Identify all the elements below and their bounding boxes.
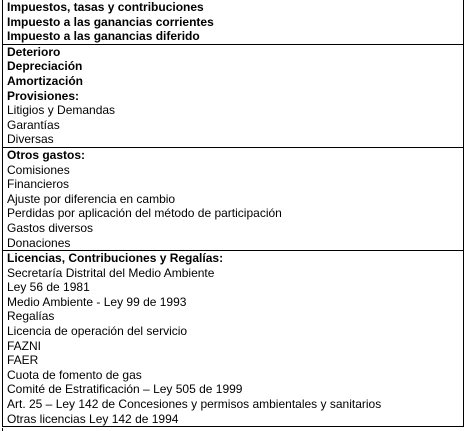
line-provisions-header: Provisiones: xyxy=(7,88,80,103)
line-gas-fee: Cuota de fomento de gas xyxy=(7,367,142,382)
line-sundry-expenses: Gastos diversos xyxy=(7,220,94,235)
line-law-56: Ley 56 de 1981 xyxy=(7,280,90,295)
section-taxes xyxy=(3,0,463,45)
line-faer: FAER xyxy=(7,353,39,368)
line-operation-license: Licencia de operación del servicio xyxy=(7,324,188,339)
section-licenses xyxy=(3,251,463,427)
line-other-licenses: Otras licencias Ley 142 de 1994 xyxy=(7,411,179,426)
line-amortization: Amortización xyxy=(7,73,84,88)
line-deferred-income-tax: Impuesto a las ganancias diferido xyxy=(7,29,200,44)
line-litigation: Litigios y Demandas xyxy=(7,103,116,118)
line-guarantees: Garantías xyxy=(7,117,60,132)
line-stratification-committee: Comité de Estratificación – Ley 505 de 1999 xyxy=(7,382,243,397)
line-other-expenses-header: Otros gastos: xyxy=(7,147,86,162)
line-commissions: Comisiones xyxy=(7,162,70,177)
line-taxes-header: Impuestos, tasas y contribuciones xyxy=(7,0,204,14)
line-fazni: FAZNI xyxy=(7,338,42,353)
line-royalties: Regalías xyxy=(7,309,55,324)
line-exchange-adjustment: Ajuste por diferencia en cambio xyxy=(7,191,176,206)
line-depreciation: Depreciación xyxy=(7,59,83,74)
line-financial: Financieros xyxy=(7,177,70,192)
expense-categories-table xyxy=(2,0,464,427)
line-law-99: Medio Ambiente - Ley 99 de 1993 xyxy=(7,294,187,309)
line-art-25: Art. 25 – Ley 142 de Concesiones y permisos ambientales y sanitarios xyxy=(7,397,382,412)
line-impairment: Deterioro xyxy=(7,44,61,59)
section-impairment-provisions xyxy=(3,45,463,148)
line-environment-secretariat: Secretaría Distrital del Medio Ambiente xyxy=(7,265,215,280)
line-licenses-header: Licencias, Contribuciones y Regalías: xyxy=(7,251,224,266)
section-other-expenses xyxy=(3,148,463,251)
line-miscellaneous: Diversas xyxy=(7,132,54,147)
line-equity-method-losses: Perdidas por aplicación del método de participación xyxy=(7,206,282,221)
line-current-income-tax: Impuesto a las ganancias corrientes xyxy=(7,14,214,29)
line-donations: Donaciones xyxy=(7,235,71,250)
